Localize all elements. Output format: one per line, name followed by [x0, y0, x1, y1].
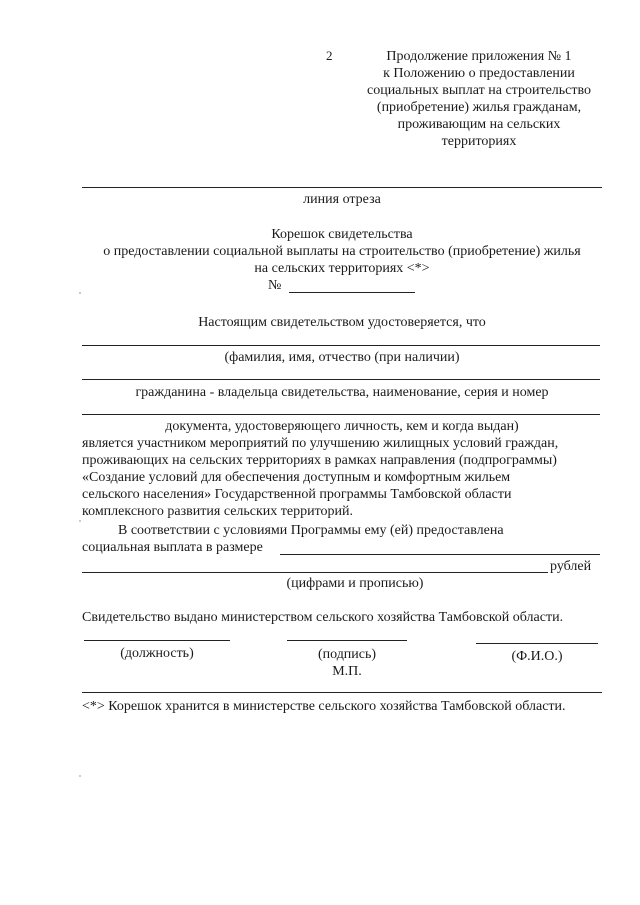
payment-amount-line	[280, 554, 600, 555]
header-line: проживающим на сельских	[397, 117, 561, 132]
conditions-text: В соответствии с условиями Программы ему (ей) предоставлена	[118, 523, 504, 538]
position-caption: (должность)	[120, 646, 194, 661]
header-line: (приобретение) жилья гражданам,	[376, 100, 582, 115]
body-paragraph	[82, 435, 602, 520]
scan-speck	[79, 292, 81, 294]
fio-sign-field-line	[476, 643, 598, 644]
position-field-line	[84, 640, 230, 641]
body-line: комплексного развития сельских территорий.	[82, 504, 354, 519]
appendix-header	[345, 48, 613, 150]
fio-caption: (фамилия, имя, отчество (при наличии)	[224, 350, 460, 365]
cut-line	[82, 187, 602, 188]
body-line: проживающих на сельских территориях в рамках направления (подпрограммы)	[82, 453, 557, 468]
rubles-label: рублей	[550, 559, 592, 574]
header-line: к Положению о предоставлении	[383, 66, 575, 81]
number-field-line	[289, 292, 415, 293]
scan-speck	[79, 775, 81, 777]
header-line: Продолжение приложения № 1	[386, 49, 572, 64]
body-line: «Создание условий для обеспечения доступным и комфортным жильем	[82, 470, 511, 485]
footnote-divider	[82, 692, 602, 693]
signature-field-line	[287, 640, 407, 641]
body-line: сельского населения» Государственной программы Тамбовской области	[82, 487, 512, 502]
footnote: <*> Корешок хранится в министерстве сельского хозяйства Тамбовской области.	[82, 699, 566, 714]
page-number: 2	[326, 48, 333, 63]
document-field-line	[82, 414, 600, 415]
stub-subtitle: о предоставлении социальной выплаты на строительство (приобретение) жилья	[103, 244, 581, 259]
header-line: социальных выплат на строительство	[366, 83, 592, 98]
holder-caption: гражданина - владельца свидетельства, наименование, серия и номер	[135, 385, 549, 400]
fio-field-line	[82, 345, 600, 346]
stub-subtitle-cont: на сельских территориях <*>	[254, 261, 430, 276]
fio-sign-caption: (Ф.И.О.)	[511, 649, 563, 664]
document-caption: документа, удостоверяющего личность, кем и когда выдан)	[165, 419, 519, 434]
holder-field-line	[82, 379, 600, 380]
scan-speck	[79, 520, 81, 522]
signature-caption: (подпись)	[317, 647, 377, 662]
stub-title: Корешок свидетельства	[271, 227, 413, 242]
amount-caption: (цифрами и прописью)	[286, 576, 424, 591]
intro-text: Настоящим свидетельством удостоверяется, что	[198, 315, 486, 330]
number-label: №	[268, 278, 282, 293]
payment-label: социальная выплата в размере	[82, 540, 263, 555]
issued-by-text: Свидетельство выдано министерством сельского хозяйства Тамбовской области.	[82, 610, 564, 625]
amount-words-line	[82, 572, 548, 573]
header-line: территориях	[441, 134, 517, 149]
cut-line-label: линия отреза	[303, 192, 381, 207]
body-line: является участником мероприятий по улучшению жилищных условий граждан,	[82, 436, 559, 451]
stamp-place: М.П.	[332, 664, 362, 679]
